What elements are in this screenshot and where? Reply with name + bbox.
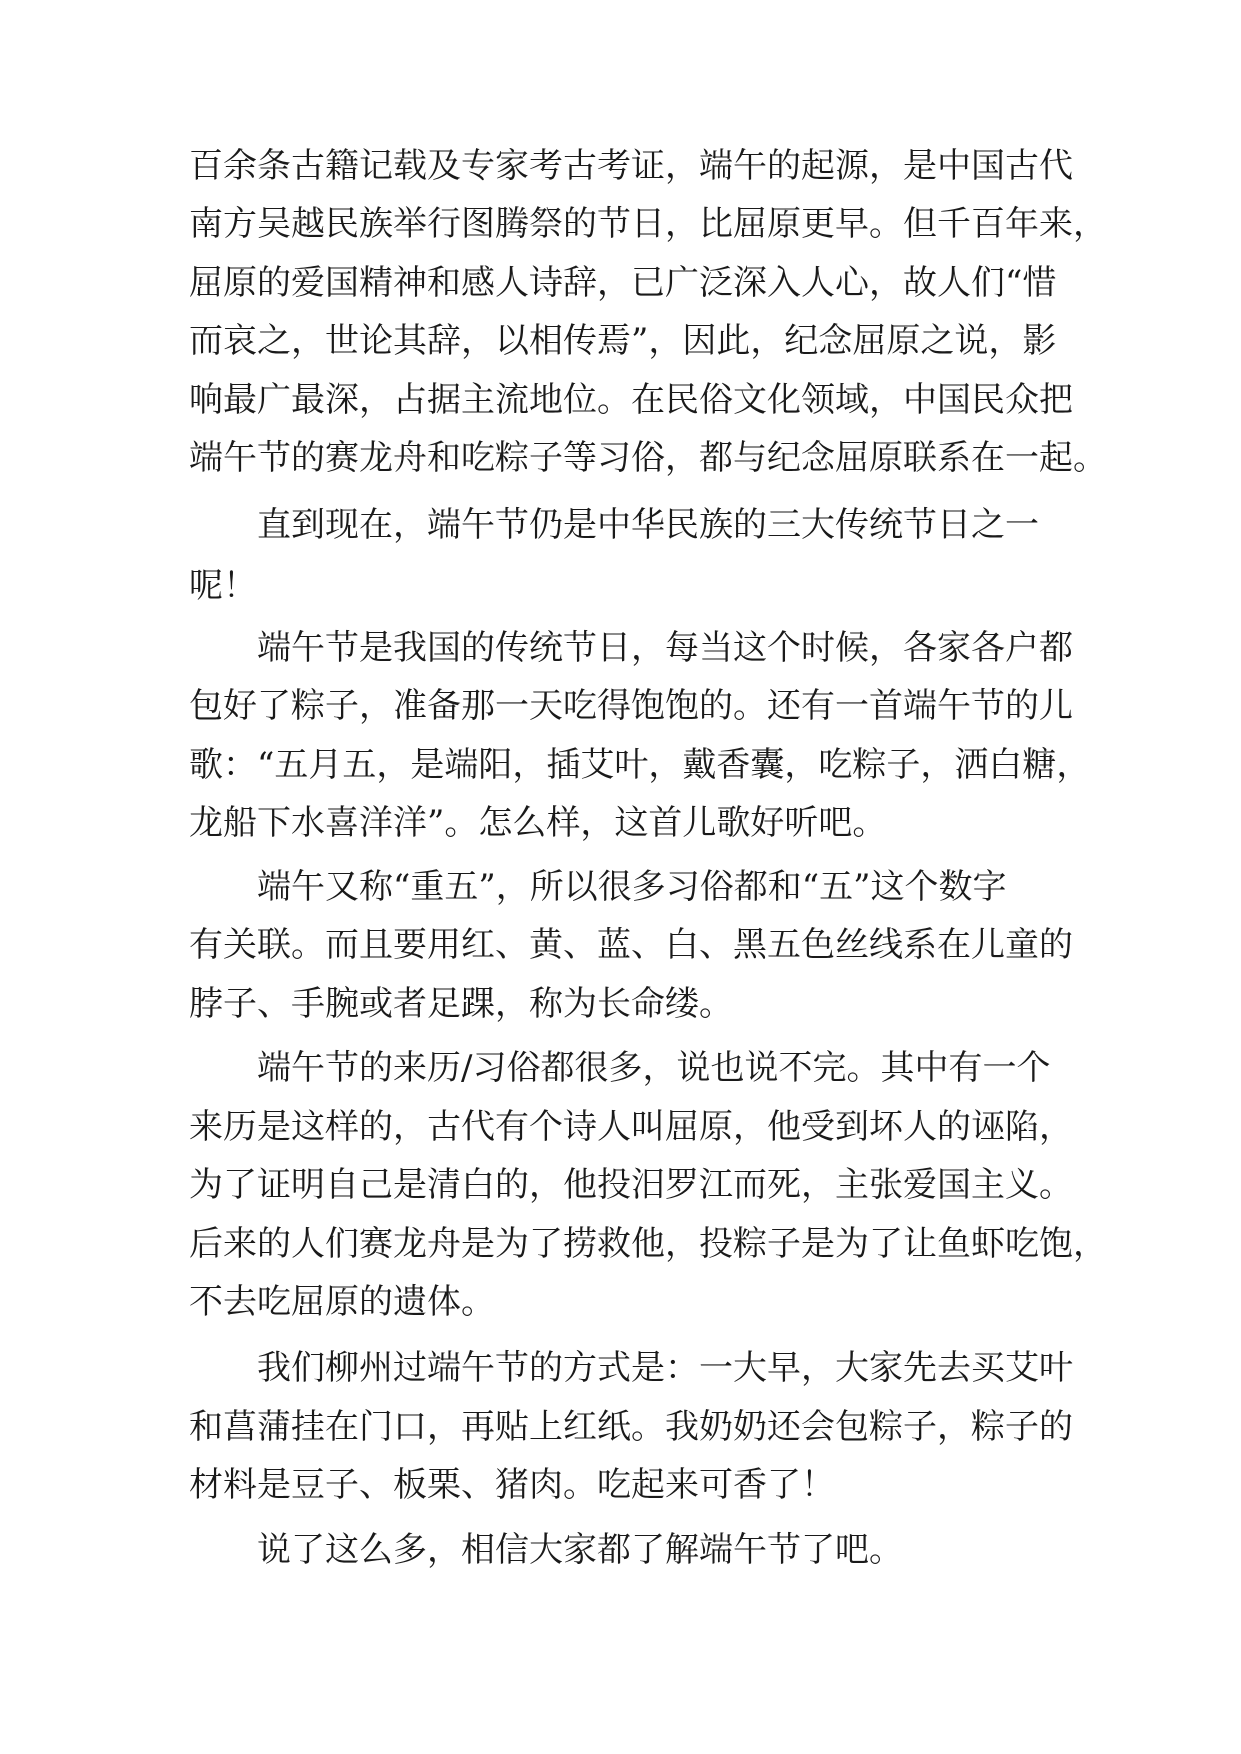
text-line: 后来的人们赛龙舟是为了捞救他，投粽子是为了让鱼虾吃饱， (189, 1224, 1107, 1264)
text-line: 有关联。而且要用红、黄、蓝、白、黑五色丝线系在儿童的 (189, 925, 1073, 965)
text-line: 端午又称“重五”，所以很多习俗都和“五”这个数字 (189, 867, 1007, 907)
text-line: 龙船下水喜洋洋”。怎么样，这首儿歌好听吧。 (189, 803, 887, 843)
text-line: 说了这么多，相信大家都了解端午节了吧。 (189, 1530, 903, 1570)
text-line: 屈原的爱国精神和感人诗辞，已广泛深入人心，故人们“惜 (189, 263, 1057, 303)
text-line: 端午节的赛龙舟和吃粽子等习俗，都与纪念屈原联系在一起。 (189, 438, 1107, 478)
text-line: 脖子、手腕或者足踝，称为长命缕。 (189, 984, 733, 1024)
text-line: 歌：“五月五，是端阳，插艾叶，戴香囊，吃粽子，洒白糖， (189, 745, 1091, 785)
text-line: 不去吃屈原的遗体。 (189, 1282, 495, 1322)
text-line: 包好了粽子，准备那一天吃得饱饱的。还有一首端午节的儿 (189, 686, 1073, 726)
text-line: 而哀之，世论其辞，以相传焉”，因此，纪念屈原之说，影 (189, 321, 1057, 361)
text-line: 端午节的来历/习俗都很多，说也说不完。其中有一个 (189, 1048, 1051, 1088)
text-line: 百余条古籍记载及专家考古考证，端午的起源，是中国古代 (189, 146, 1073, 186)
text-line: 材料是豆子、板栗、猪肉。吃起来可香了！ (189, 1465, 835, 1505)
text-line: 我们柳州过端午节的方式是：一大早，大家先去买艾叶 (189, 1348, 1073, 1388)
text-line: 响最广最深，占据主流地位。在民俗文化领域，中国民众把 (189, 380, 1073, 420)
text-line: 呢！ (189, 566, 257, 606)
text-line: 来历是这样的，古代有个诗人叫屈原，他受到坏人的诬陷， (189, 1107, 1073, 1147)
text-line: 为了证明自己是清白的，他投汨罗江而死，主张爱国主义。 (189, 1165, 1073, 1205)
text-line: 端午节是我国的传统节日，每当这个时候，各家各户都 (189, 628, 1073, 668)
text-line: 南方吴越民族举行图腾祭的节日，比屈原更早。但千百年来， (189, 204, 1107, 244)
text-line: 直到现在，端午节仍是中华民族的三大传统节日之一 (189, 505, 1039, 545)
text-line: 和菖蒲挂在门口，再贴上红纸。我奶奶还会包粽子，粽子的 (189, 1407, 1073, 1447)
